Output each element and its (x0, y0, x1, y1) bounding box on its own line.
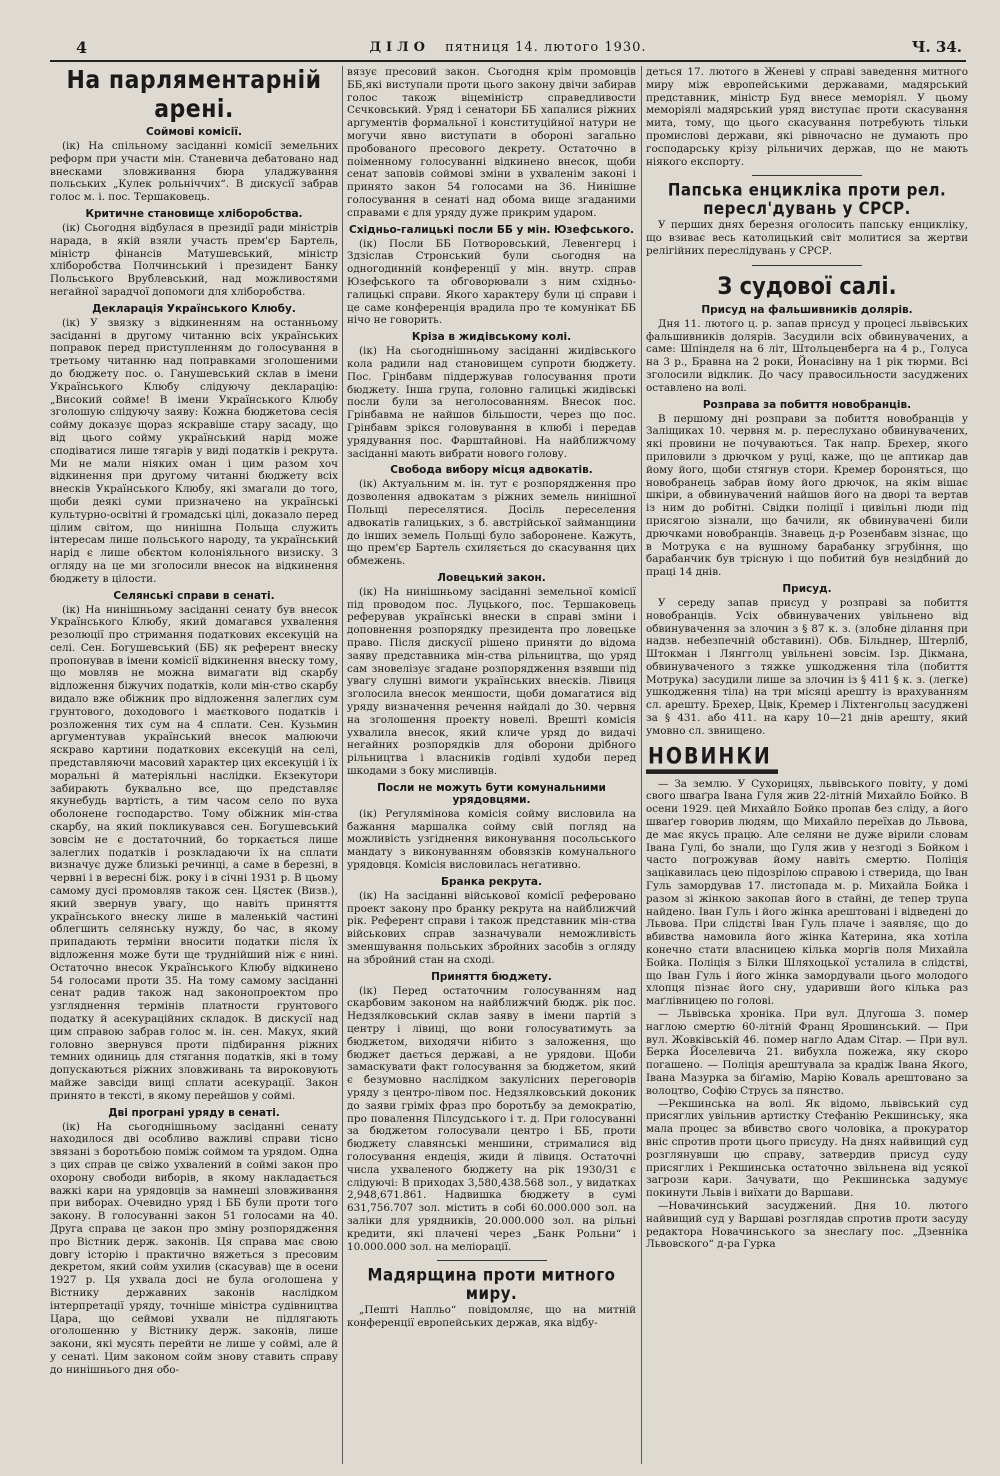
masthead-center (50, 40, 966, 55)
paragraph: (ік) Посли ББ Потворовський, Левенгерц і Здзіслав Стронський були сьогодня на одногодинній конференції у мін. внутр. справ Юзефського та обговорювали з ним східньо-галицькі справи. Якого характеру були ці справи і це саме конференція врадила про те комунікат ББ нічо не говорить. (347, 237, 636, 327)
issue-date: пятниця 14. лютого 1930. (445, 40, 647, 55)
section-title: Присуд. (782, 582, 832, 595)
section-title: Дві програні уряду в сенаті. (108, 1106, 280, 1119)
column-divider (641, 66, 642, 1464)
article-heading-encyclical: Папська енцикліка проти рел. пересл'дувань у СРСР. (667, 179, 947, 219)
paragraph: (ік) На сьогоднішньому засіданні сенату находилося дві особливо важливі справи тісно звязані з боротьбою поміж соймом та урядом. Одна з цих справ це свіжо ухвалений в соймі закон про охорону свободи виборів, в якому накладається важкі кари на урядовців за намнеші зловживання при виборах. Очевидно уряд і ББ були проти того закону. В голосуванні закон 51 голосами на 40. Друга справа це закон про зміну розпорядження про Вістник держ. законів. Ця справа має свою довгу історію і практично вяжеться з пресовим декретом, який сойм ухилив (скасував) ще в осени 1927 р. Ця ухвала досі не була оголошена у Вістнику державних законів наслідком інтерпретації уряду, точніше міністра судівництва Цара, що сеймові ухвали не підлягають оголошенню у Вістнику держ. законів, лише закони, які мусять перейти не лише у соймі, але й у сенаті. Цим законом сойм знову ставить справу до нинішнього дня обо- (50, 1120, 338, 1376)
divider (752, 175, 862, 176)
section-title: Бранка рекрута. (440, 875, 542, 888)
paragraph: (ік) На засіданні військової комісії реферовано проект закону про бранку рекрута на найближчий рік. Референт справи і також представник мін-ства військових справ зазначували неможливість зменшування польських збройних засобів з огляду на збройний стан на сході. (347, 889, 636, 966)
paragraph: —Рекшинська на волі. Як відомо, львівський суд присяглих увільнив артистку Стефанію Рекшинську, яка мала процес за вбивство свого чоловіка, а прокуратор вніс спротив проти цього присуду. На днях найвищий суд розглянувши цю справу, затвердив присуд суду присяглих і Рекшинська остаточно звільнена від усякої загрози кари. Зачувати, що Рекшинська задумує покинути Львів і виїхати до Варшави. (646, 1097, 968, 1200)
page-number: 4 (76, 38, 88, 57)
article-heading-parliament: На парляментарній арені. (66, 66, 322, 124)
paragraph: (ік) Регуляміновa комісія сойму висловила на бажання маршалка сойму свій погляд на можливість узгіднення виконування посольського мандату з виконуванням обовязків комунального урядовця. Комісія висловилась негативно. (347, 807, 636, 872)
paper-name: ДІЛО (369, 40, 430, 55)
column-3 (646, 66, 968, 1464)
section-title: Посли не можуть бути комунальними урядовцями. (377, 781, 606, 806)
paragraph: (ік) На нинішньому засіданні сенату був внесок Українського Клюбу, який домагався ухвалення резолюції про стримання податкових ексекуцій на селі. Сен. Богушевський (ББ) як референт внеску пропонував в імени комісії відкинення внеску тому, що мовляв не можна вимагати від скарбу відложення біжучих податків, коли мін-ство скарбу видало вже обіжник про відложення залеглих сум грунтового, доходового і маєткового податків і розложення тих сум на 4 сплати. Сен. Кузьмин аргументував український внесок малюючи яскраво картини податкових ексекуцій на селі, представляючи масовий характер цих ексекуцій і їх моральні й матеріяльні наслідки. Екзекутори забирають буквально все, що представляє якунебудь вартість, а тим часом село по вуха оболонене господарство. Тому обіжник мін-ства скарбу, на який покликувався сен. Богушевський зовсім не є достаточний, бо торкається лише залеглих податків і розкладаючи їх на сплати визначує дуже близькі речинці, а саме в березні, в червні і в вересні біж. року і в січні 1931 р. В цьому самому дусі промовляв також сен. Цястек (Визв.), який звернув увагу, що навіть приняття українського внеску лише в маленькій частині облегшить селянську нужду, бо час, в якому припадають терміни вносити податки після їх відложення може бути ще труднійший ніж є нині. Остаточно внесок Українського Клюбу відкинено 54 голосами проти 35. На тому самому засіданні сенат радив також над законопроектом про узгляднення термінів платности грунтового податку й асекураційних складок. В дискусії над цим справою забрав голос м. ін. сен. Макух, який головно звернувся проти підбирання ріжних темних одиниць для стягання податків, які в тому допускаються ріжних зловживань та вироковують майже завсіди вищі сплати асекурації. Закон принято в тексті, в якому перейшов у соймі. (50, 603, 338, 1102)
paragraph: деться 17. лютого в Женеві у справі заведення митного миру між европейськими державами, мадярський представник, міністр Буд внесе меморіял. У цьому меморіялі мадярський уряд виступає проти скасування мита, тому, що цього скасування потребують тільки промислові держави, які рівночасно не думають про господарську крізу рільничих держав, що не мають ніякого експорту. (646, 66, 968, 168)
section-title: Кріза в жидівському колі. (411, 331, 572, 344)
paragraph: (ік) На спільному засіданні комісії земельних реформ при участи мін. Станевича дебатовано над внесками зловживання бюра уладжування польських „Кулек рольніччих“. В дискусії забрав голос м. і. пос. Тершаковець. (50, 140, 338, 204)
column-2 (347, 66, 636, 1464)
issue-number: Ч. 34. (911, 38, 962, 56)
article-heading-hungary: Мадярщина проти митного миру. (367, 1264, 616, 1304)
section-title: Розправа за побиття новобранців. (702, 398, 912, 411)
divider (752, 265, 862, 266)
article-heading-news: НОВИНКИ (646, 744, 778, 774)
masthead (50, 38, 966, 62)
paragraph: Дня 11. лютого ц. р. запав присуд у процесі львівських фальшивників долярів. Засудили всіх обвинувачених, а саме: Шпінделя на 6 літ, Штольценберга на 4 р., Голуса на 3 р., Бравна на 2 роки, Йонасівну на 1 рік тюрми. Всі зголосили відклик. До часу правосильности засуджених оставлено на волі. (646, 317, 968, 394)
column-1 (50, 66, 338, 1464)
paragraph: (ік) На нинішньому засіданні земельної комісії під проводом пос. Луцького, пос. Тершаковець реферував українські внески в справі зміни і доповнення розпорядку президента про ловецьке право. Після дискусії рішено приняти до відома заяву представника мін-ства рільництва, що уряд сам зновелізує згадане розпорядження взявши під увагу слушні вимоги українських внесків. Лівиця зголосила внесок меншости, щоби домагатися від уряду визначення речення найдалі до 30. червня на зголошення проекту новелі. Врешті комісія ухвалила внесок, який кличе уряд до видачі негайних розпорядків для оборони дрібного рільництва і власників годівлі худоби перед шкодами з боку мисливців. (347, 585, 636, 778)
paragraph: У перших днях березня оголосить папську енцикліку, що взиває весь католицький світ молитися за жертви релігійних переслідувань у СРСР. (646, 219, 968, 257)
section-title: Свобода вибору місця адвокатів. (390, 464, 593, 477)
paragraph: (ік) На сьогоднішньому засіданні жидівського кола радили над становищем супроти бюджету. Пос. Грінбавм піддержував голосування проти бюджету. Інша група, головно галицькі жидівські посли були за неголосованням. Внесок пос. Грінбавма не найшов більшости, через що пос. Грінбавм зрікся головування в клюбі і передав урядування пос. Фарштайнові. На найближчому засіданні мають вибрати нового голову. (347, 345, 636, 460)
paragraph: (ік) Актуальним м. ін. тут є розпорядження про дозволення адвокатам з ріжних земель нинішної Польщі переселятися. Досіль переселення адвокатів галицьких, з б. австрійської займанщини до інших земель Польщі було заборонене. Кажуть, що прем'єр Бартель схиляється до скасування цих обмежень. (347, 478, 636, 568)
section-title: Соймові комісії. (146, 126, 242, 138)
paragraph: „Пешті Напльо“ повідомляє, що на митній конференції европейських держав, яка відбу- (347, 1304, 636, 1330)
section-title: Ловецький закон. (437, 571, 546, 584)
section-title: Критичне становище хліборобства. (85, 207, 303, 220)
paragraph: У середу запав присуд у розправі за побиття новобранців. Усіх обвинувачених увільнено від обвинувачення за злочин з § 87 к. з. (злобне ділання при надзв. небезпечній обставині). Обв. Більднер, Штерліб, Штокман і Лянгголц увільнені зовсім. Ізр. Дікмана, обвинуваченого з тяжке ушкодження тіла (побиття Мотрука) засудили лише за злочин із § 411 § к. з. (легке) ушкодження тіла) на три місяці арешту із врахуванням сл. арешту. Брехер, Цвік, Кремер і Ліхтенгольц засуджені за § 431. або 411. на кару 10—21 днів арешту, який умовно сл. звнищено. (646, 596, 968, 737)
section-title: Присуд на фальшивників долярів. (701, 303, 913, 316)
paragraph: — Львівська хроніка. При вул. Длугоша 3. помер наглою смертю 60-літній Франц Ярошинський. — При вул. Жовківській 46. помер нагло Адам Сітар. — При вул. Берка Йоселевича 21. вибухла пожежа, яку скоро погашено. — Поліція арештувала за крадіж Івана Якого, Івана Мазурка за біґамію, Марію Коваль арештовано за волоцтво, Софію Струсь за пянство. (646, 1008, 968, 1097)
paragraph: В першому дні розправи за побиття новобранців у Заліщиках 10. червня м. р. переслухано обвинувачених, які провини не почуваються. Так напр. Брехер, якого приловили з дрючком у руці, каже, що це аптикар дав йому його, щоби стягнув стори. Кремер бороняться, що новобранець забрав йому його дрючок, на якім вішає шкіри, а обвинувачений найшов його на дворі та вертав із ним до робітні. Свідки поліції і цивільні люди під присягою зізнали, що бачили, як обвинувачені били дрючками новобранців. Знавець д-р Розенбавм зізнає, що в Мотрука є на вушному барабанку згрубіння, що барабанчик був трісную і що побитий був незідбний до праці 14 днів. (646, 412, 968, 579)
paragraph: — За землю. У Сухорицях, львівського повіту, у домі свого шваґра Івана Гуля жив 22-літній Михайло Бойко. В осени 1929. цей Михайло Бойко пропав без сліду, а його шваґер говорив людям, що Михайло переїхав до Львова, де має якусь працю. Але селяни не дуже вірили словам Івана Гулі, бо знали, що Гуля жив у незгоді з Бойком і часто погрожував йому навіть смертю. Поліція зацікавилась цею підозрілою справою і стверида, що Іван Гуль замордував 17. листопада м. р. Михайла Бойка і разом зі жінкою закопав його в стайні, де тепер трупа найдено. Іван Гуль і його жінка арештовані і відведені до Львова. При слідстві Іван Гуль плаче і заявляє, що до вбивства намовила його жінка Катерина, яка хотіла конечно стати власницею кілька моргів поля Михайла Бойка. Поліція з Білки Шляхоцької усталила в слідстві, що Іван Гуль і його жінка замордували цього молодого хлопця пізнає його сну, ударивши його кілька раз маґлівницею по голові. (646, 777, 968, 1008)
paragraph: (ік) Перед остаточним голосуванням над скарбовим законом на найближчий бюдж. рік пос. Недзялковський склав заяву в імени партій з центру і лівиці, що вони голосуватимуть за бюджетом, виходячи нібито з заложення, що бюджет дається державі, а не урядови. Щоби замаскувати факт голосування за бюджетом, який є безумовно наслідком закулісних переговорів уряду з центро-лівом пос. Недзялковський доконик до заяви гріміх фраз про боротьбу за демократію, про повалення Пілсудського і т. д. При голосуванні за бюджетом голосували центро і ББ, проти бюджету славянські меншини, стрималися від голосування ендеція, жиди й лівиця. Остаточні числа ухваленого бюджету на рік 1930/31 є слідуючі: В приходах 3,580,438.568 зол., у видатках 2,948,671.861. Надвишка бюджету в сумі 631,756.707 зол. містить в собі 60.000.000 зол. на заліки для урядників, 20.000.000 зол. на рільні кредити, які плачені через „Банк Рольни“ і 10.000.000 зол. на меліорації. (347, 984, 636, 1253)
section-title: Східньо-галицькі посли ББ у мін. Юзефського. (349, 223, 634, 236)
paragraph: (ік) Сьогодня відбулася в президії ради міністрів нарада, в якій взяли участь прем'єр Бартель, міністр фінансів Матушевський, міністр хліборобства Полчинський і президент Банку Польського Врублевський, над можливостями негайної зарадчої допомоги для хліборобства. (50, 221, 338, 298)
section-title: Приняття бюджету. (431, 970, 552, 983)
paragraph: (ік) У звязку з відкиненням на останньому засіданні в другому читанню всіх українських поправок перед приступленням до голосування в третьому читанню над поправками зголошеними до бюджету пос. о. Ганушевський склав в імени Українського Клюбу слідуючу декларацію: „Високий сойме! В імени Українського Клюбу зголошую слідуючу заяву: Кожна бюджетова сесія сойму доказує щораз яскравіше стару засаду, що від цього сойму український нарід може сподіватися лише тягарів у виді податків і рекрута. Ми не мали ніяких оман і цим разом хоч відкинення при другому читанні бюджету всіх внесків Українського Клюбу, які змагали до того, щоби деякі суми призначено на українські культурно-освітні й громадські цілі, доказало перед цілим світом, що нинішна Польща служить інтересам лише польського народу, та український нарід є лише обєктом колоніяльного визиску. З огляду на це ми зголосили внесок на відкинення бюджету в цілости. (50, 316, 338, 585)
section-title: Селянські справи в сенаті. (113, 589, 275, 602)
section-title: Декларація Українського Клюбу. (92, 302, 296, 315)
paragraph: вязує пресовий закон. Сьогодня крім промовців ББ,які виступали проти цього закону двічи забирав голос також віцеміністр справедливости Сєчковський. Уряд і сенатори ББ хапалися ріжних аргументів формальної і конституційної натури не могучи явно виступати в обороні загально пробованого пресового декрету. Остаточно в поіменному голосуванні відкинено внесок, щоби сенат заповів соймові зміни в ухваленім законі і принято закон 54 голосами на 36. Нинішне голосування в сенаті над обома вище згаданими справами є для уряду дуже прикрим ударом. (347, 66, 636, 219)
divider (437, 1260, 547, 1261)
columns (50, 66, 968, 1466)
paragraph: —Новачинський засуджений. Дня 10. лютого найвищий суд у Варшаві розглядав спротив проти засуду редактора Новачинського за знеслагу пос. „Дзенніка Львовского“ д-ра Гурка (646, 1199, 968, 1251)
article-heading-court: З судової салі. (717, 271, 897, 300)
column-divider (342, 66, 343, 1464)
